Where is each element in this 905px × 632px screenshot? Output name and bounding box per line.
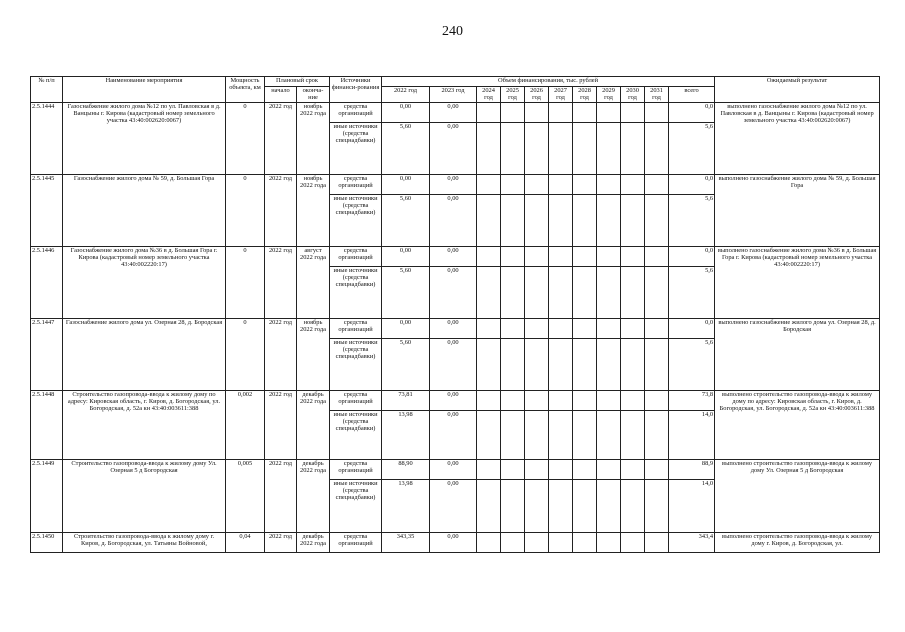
row-result: выполнено газоснабжение жилого дома № 59, д. Большая Гора — [715, 174, 880, 246]
row-name: Строительство газопровода-ввода к жилому дому г. Киров, д. Богородская, ул. Татьяны Войновой, — [63, 532, 226, 552]
row-year-empty — [645, 532, 669, 552]
row-year-empty — [573, 102, 597, 122]
row-year-empty — [525, 390, 549, 410]
row-2023: 0,00 — [430, 390, 477, 410]
row-end: ноябрь 2022 года — [297, 102, 330, 174]
row-year-empty — [573, 410, 597, 459]
row-2023: 0,00 — [430, 338, 477, 390]
row-result: выполнено строительство газопровода-ввода к жилому дому по адресу: Кировская область, г. Киров, д. Богородская, ул. Богородская, д. 52а кн 43:40:003611:388 — [715, 390, 880, 459]
row-year-empty — [477, 246, 501, 266]
row-2023: 0,00 — [430, 194, 477, 246]
row-year-empty — [549, 410, 573, 459]
table-row — [31, 390, 880, 410]
row-year-empty — [597, 194, 621, 246]
row-name: Газоснабжение жилого дома ул. Озерная 28, д. Бородская — [63, 318, 226, 390]
header-year: 2030 год — [621, 87, 645, 103]
row-year-empty — [477, 174, 501, 194]
row-year-empty — [501, 246, 525, 266]
row-year-empty — [597, 122, 621, 174]
row-result: выполнено газоснабжение жилого дома №36 в д. Большая Гора г. Кирова (кадастровый номер земельного участка 43:40:002220:17) — [715, 246, 880, 318]
row-year-empty — [477, 459, 501, 479]
row-start: 2022 год — [265, 246, 297, 318]
row-total: 5,6 — [669, 122, 715, 174]
row-end: август 2022 года — [297, 246, 330, 318]
row-2022: 5,60 — [382, 338, 430, 390]
row-2023: 0,00 — [430, 102, 477, 122]
row-year-empty — [597, 174, 621, 194]
row-year-empty — [501, 479, 525, 532]
table-row — [31, 102, 880, 122]
row-year-empty — [525, 266, 549, 318]
row-year-empty — [477, 194, 501, 246]
row-year-empty — [549, 246, 573, 266]
header-year: 2025 год — [501, 87, 525, 103]
row-year-empty — [477, 532, 501, 552]
row-total: 0,0 — [669, 174, 715, 194]
row-year-empty — [525, 459, 549, 479]
header-year: 2028 год — [573, 87, 597, 103]
table-row — [31, 174, 880, 194]
row-year-empty — [525, 246, 549, 266]
row-year-empty — [549, 102, 573, 122]
row-year-empty — [645, 266, 669, 318]
row-2022: 0,00 — [382, 246, 430, 266]
row-num: 2.5.1445 — [31, 174, 63, 246]
row-2022: 88,90 — [382, 459, 430, 479]
row-2023: 0,00 — [430, 532, 477, 552]
row-source: средства организаций — [330, 246, 382, 266]
row-year-empty — [645, 390, 669, 410]
row-2022: 13,98 — [382, 410, 430, 459]
row-2022: 0,00 — [382, 174, 430, 194]
header-term-start: начало — [265, 87, 297, 103]
header-year: 2027 год — [549, 87, 573, 103]
row-year-empty — [621, 532, 645, 552]
table-header-row — [31, 77, 880, 87]
row-name: Газоснабжение жилого дома №36 в д. Большая Гора г. Кирова (кадастровый номер земельного участка 43:40:002220:17) — [63, 246, 226, 318]
row-year-empty — [573, 122, 597, 174]
row-capacity: 0,04 — [226, 532, 265, 552]
row-year-empty — [477, 410, 501, 459]
row-year-empty — [501, 338, 525, 390]
row-capacity: 0 — [226, 246, 265, 318]
row-capacity: 0,005 — [226, 459, 265, 532]
row-year-empty — [597, 338, 621, 390]
header-result: Ожидаемый результат — [715, 77, 880, 103]
row-year-empty — [573, 266, 597, 318]
row-source: средства организаций — [330, 459, 382, 479]
row-year-empty — [525, 410, 549, 459]
row-year-empty — [621, 479, 645, 532]
row-result: выполнено газоснабжение жилого дома №12 по ул. Павловская в д. Ванцыны г. Кирова (кадастровый номер земельного участка 43:40:002620:0067) — [715, 102, 880, 174]
row-total: 0,0 — [669, 102, 715, 122]
row-total: 0,0 — [669, 246, 715, 266]
row-year-empty — [477, 390, 501, 410]
row-2022: 0,00 — [382, 318, 430, 338]
row-start: 2022 год — [265, 318, 297, 390]
row-source: средства организаций — [330, 318, 382, 338]
row-year-empty — [621, 194, 645, 246]
row-year-empty — [573, 390, 597, 410]
row-year-empty — [549, 338, 573, 390]
row-year-empty — [621, 122, 645, 174]
row-result: выполнено строительство газопровода-ввода к жилому дому г. Киров, д. Богородская, ул. — [715, 532, 880, 552]
row-capacity: 0 — [226, 102, 265, 174]
row-year-empty — [597, 410, 621, 459]
table-row — [31, 246, 880, 266]
row-year-empty — [573, 338, 597, 390]
row-year-empty — [645, 174, 669, 194]
row-year-empty — [597, 266, 621, 318]
row-start: 2022 год — [265, 532, 297, 552]
row-num: 2.5.1446 — [31, 246, 63, 318]
row-year-empty — [573, 459, 597, 479]
header-year: 2029 год — [597, 87, 621, 103]
row-year-empty — [621, 266, 645, 318]
row-year-empty — [573, 194, 597, 246]
row-total: 73,8 — [669, 390, 715, 410]
row-year-empty — [501, 410, 525, 459]
row-2023: 0,00 — [430, 174, 477, 194]
row-num: 2.5.1448 — [31, 390, 63, 459]
row-capacity: 0 — [226, 174, 265, 246]
header-year: 2022 год — [382, 87, 430, 103]
row-2022: 5,60 — [382, 122, 430, 174]
header-source: Источники финанси-рования — [330, 77, 382, 103]
row-year-empty — [645, 122, 669, 174]
row-year-empty — [501, 390, 525, 410]
row-end: ноябрь 2022 года — [297, 174, 330, 246]
row-start: 2022 год — [265, 390, 297, 459]
row-year-empty — [501, 174, 525, 194]
row-2023: 0,00 — [430, 479, 477, 532]
row-year-empty — [525, 338, 549, 390]
row-2022: 73,81 — [382, 390, 430, 410]
row-year-empty — [549, 194, 573, 246]
row-start: 2022 год — [265, 102, 297, 174]
row-name: Строительство газопровода-ввода к жилому дому Ул. Озерная 5 д Богородская — [63, 459, 226, 532]
row-year-empty — [501, 266, 525, 318]
row-2023: 0,00 — [430, 266, 477, 318]
header-year: 2024 год — [477, 87, 501, 103]
row-2023: 0,00 — [430, 122, 477, 174]
row-num: 2.5.1444 — [31, 102, 63, 174]
row-year-empty — [525, 194, 549, 246]
header-num: № п/п — [31, 77, 63, 103]
row-name: Газоснабжение жилого дома № 59, д. Большая Гора — [63, 174, 226, 246]
row-name: Строительство газопровода-ввода к жилому дому по адресу: Кировская область, г. Киров, д. Богородская, ул. Богородская, д. 52а кн 43:40:003611:388 — [63, 390, 226, 459]
row-total: 5,6 — [669, 266, 715, 318]
header-term: Плановый срок — [265, 77, 330, 87]
row-year-empty — [477, 318, 501, 338]
row-total: 14,0 — [669, 479, 715, 532]
row-num: 2.5.1447 — [31, 318, 63, 390]
row-year-empty — [573, 174, 597, 194]
row-year-empty — [573, 246, 597, 266]
header-capacity: Мощность объекта, км — [226, 77, 265, 103]
row-year-empty — [549, 479, 573, 532]
row-year-empty — [549, 266, 573, 318]
row-2022: 5,60 — [382, 194, 430, 246]
row-total: 5,6 — [669, 338, 715, 390]
row-year-empty — [477, 479, 501, 532]
row-year-empty — [597, 459, 621, 479]
row-year-empty — [621, 318, 645, 338]
row-result: выполнено строительство газопровода-ввода к жилому дому Ул. Озерная 5 д Богородская — [715, 459, 880, 532]
row-year-empty — [597, 532, 621, 552]
header-term-end: оконча-ние — [297, 87, 330, 103]
row-year-empty — [525, 479, 549, 532]
row-year-empty — [597, 318, 621, 338]
row-total: 0,0 — [669, 318, 715, 338]
row-year-empty — [549, 390, 573, 410]
row-capacity: 0 — [226, 318, 265, 390]
row-result: выполнено газоснабжение жилого дома ул. Озерная 28, д. Бородская — [715, 318, 880, 390]
row-2022: 5,60 — [382, 266, 430, 318]
row-year-empty — [549, 318, 573, 338]
row-year-empty — [645, 102, 669, 122]
row-start: 2022 год — [265, 174, 297, 246]
row-capacity: 0,002 — [226, 390, 265, 459]
row-year-empty — [597, 102, 621, 122]
row-2022: 13,98 — [382, 479, 430, 532]
table-row — [31, 318, 880, 338]
row-source: иные источники (средства спецнадбавки) — [330, 194, 382, 246]
row-year-empty — [477, 102, 501, 122]
header-year: 2023 год — [430, 87, 477, 103]
row-2023: 0,00 — [430, 410, 477, 459]
row-year-empty — [549, 459, 573, 479]
row-year-empty — [525, 102, 549, 122]
header-total: всего — [669, 87, 715, 103]
row-year-empty — [621, 246, 645, 266]
row-end: декабрь 2022 года — [297, 532, 330, 552]
row-year-empty — [573, 318, 597, 338]
row-year-empty — [621, 338, 645, 390]
row-year-empty — [645, 194, 669, 246]
row-year-empty — [477, 266, 501, 318]
row-year-empty — [597, 479, 621, 532]
row-source: средства организаций — [330, 390, 382, 410]
row-year-empty — [477, 122, 501, 174]
row-year-empty — [645, 318, 669, 338]
page-number: 240 — [442, 24, 463, 39]
row-year-empty — [501, 102, 525, 122]
row-source: средства организаций — [330, 174, 382, 194]
row-2023: 0,00 — [430, 318, 477, 338]
row-num: 2.5.1449 — [31, 459, 63, 532]
row-source: средства организаций — [330, 532, 382, 552]
row-total: 88,9 — [669, 459, 715, 479]
header-volume: Объем финансирования, тыс. рублей — [382, 77, 715, 87]
row-year-empty — [525, 318, 549, 338]
row-year-empty — [573, 532, 597, 552]
financing-table — [30, 76, 880, 553]
row-year-empty — [621, 459, 645, 479]
row-name: Газоснабжение жилого дома №12 по ул. Павловская в д. Ванцыны г. Кирова (кадастровый номер земельного участка 43:40:002620:0067) — [63, 102, 226, 174]
row-year-empty — [645, 410, 669, 459]
row-year-empty — [501, 318, 525, 338]
row-total: 343,4 — [669, 532, 715, 552]
row-2023: 0,00 — [430, 246, 477, 266]
row-2023: 0,00 — [430, 459, 477, 479]
row-year-empty — [621, 390, 645, 410]
row-year-empty — [621, 102, 645, 122]
row-num: 2.5.1450 — [31, 532, 63, 552]
table-body — [31, 102, 880, 552]
row-year-empty — [501, 532, 525, 552]
header-name: Наименование мероприятия — [63, 77, 226, 103]
row-2022: 0,00 — [382, 102, 430, 122]
row-total: 5,6 — [669, 194, 715, 246]
row-year-empty — [645, 338, 669, 390]
row-year-empty — [549, 174, 573, 194]
row-year-empty — [501, 459, 525, 479]
row-year-empty — [645, 246, 669, 266]
row-total: 14,0 — [669, 410, 715, 459]
row-year-empty — [501, 122, 525, 174]
row-end: ноябрь 2022 года — [297, 318, 330, 390]
row-year-empty — [597, 390, 621, 410]
row-year-empty — [477, 338, 501, 390]
row-2022: 343,35 — [382, 532, 430, 552]
row-year-empty — [549, 122, 573, 174]
row-year-empty — [525, 532, 549, 552]
row-source: иные источники (средства спецнадбавки) — [330, 266, 382, 318]
header-year: 2026 год — [525, 87, 549, 103]
row-source: иные источники (средства спецнадбавки) — [330, 410, 382, 459]
row-year-empty — [501, 194, 525, 246]
row-year-empty — [621, 174, 645, 194]
row-source: иные источники (средства спецнадбавки) — [330, 122, 382, 174]
row-year-empty — [573, 479, 597, 532]
row-start: 2022 год — [265, 459, 297, 532]
row-source: средства организаций — [330, 102, 382, 122]
table-row — [31, 532, 880, 552]
row-year-empty — [645, 459, 669, 479]
row-source: иные источники (средства спецнадбавки) — [330, 479, 382, 532]
row-year-empty — [645, 479, 669, 532]
row-year-empty — [525, 174, 549, 194]
row-end: декабрь 2022 года — [297, 390, 330, 459]
row-source: иные источники (средства спецнадбавки) — [330, 338, 382, 390]
row-year-empty — [597, 246, 621, 266]
table-row — [31, 459, 880, 479]
row-end: декабрь 2022 года — [297, 459, 330, 532]
header-year: 2031 год — [645, 87, 669, 103]
row-year-empty — [621, 410, 645, 459]
row-year-empty — [525, 122, 549, 174]
row-year-empty — [549, 532, 573, 552]
